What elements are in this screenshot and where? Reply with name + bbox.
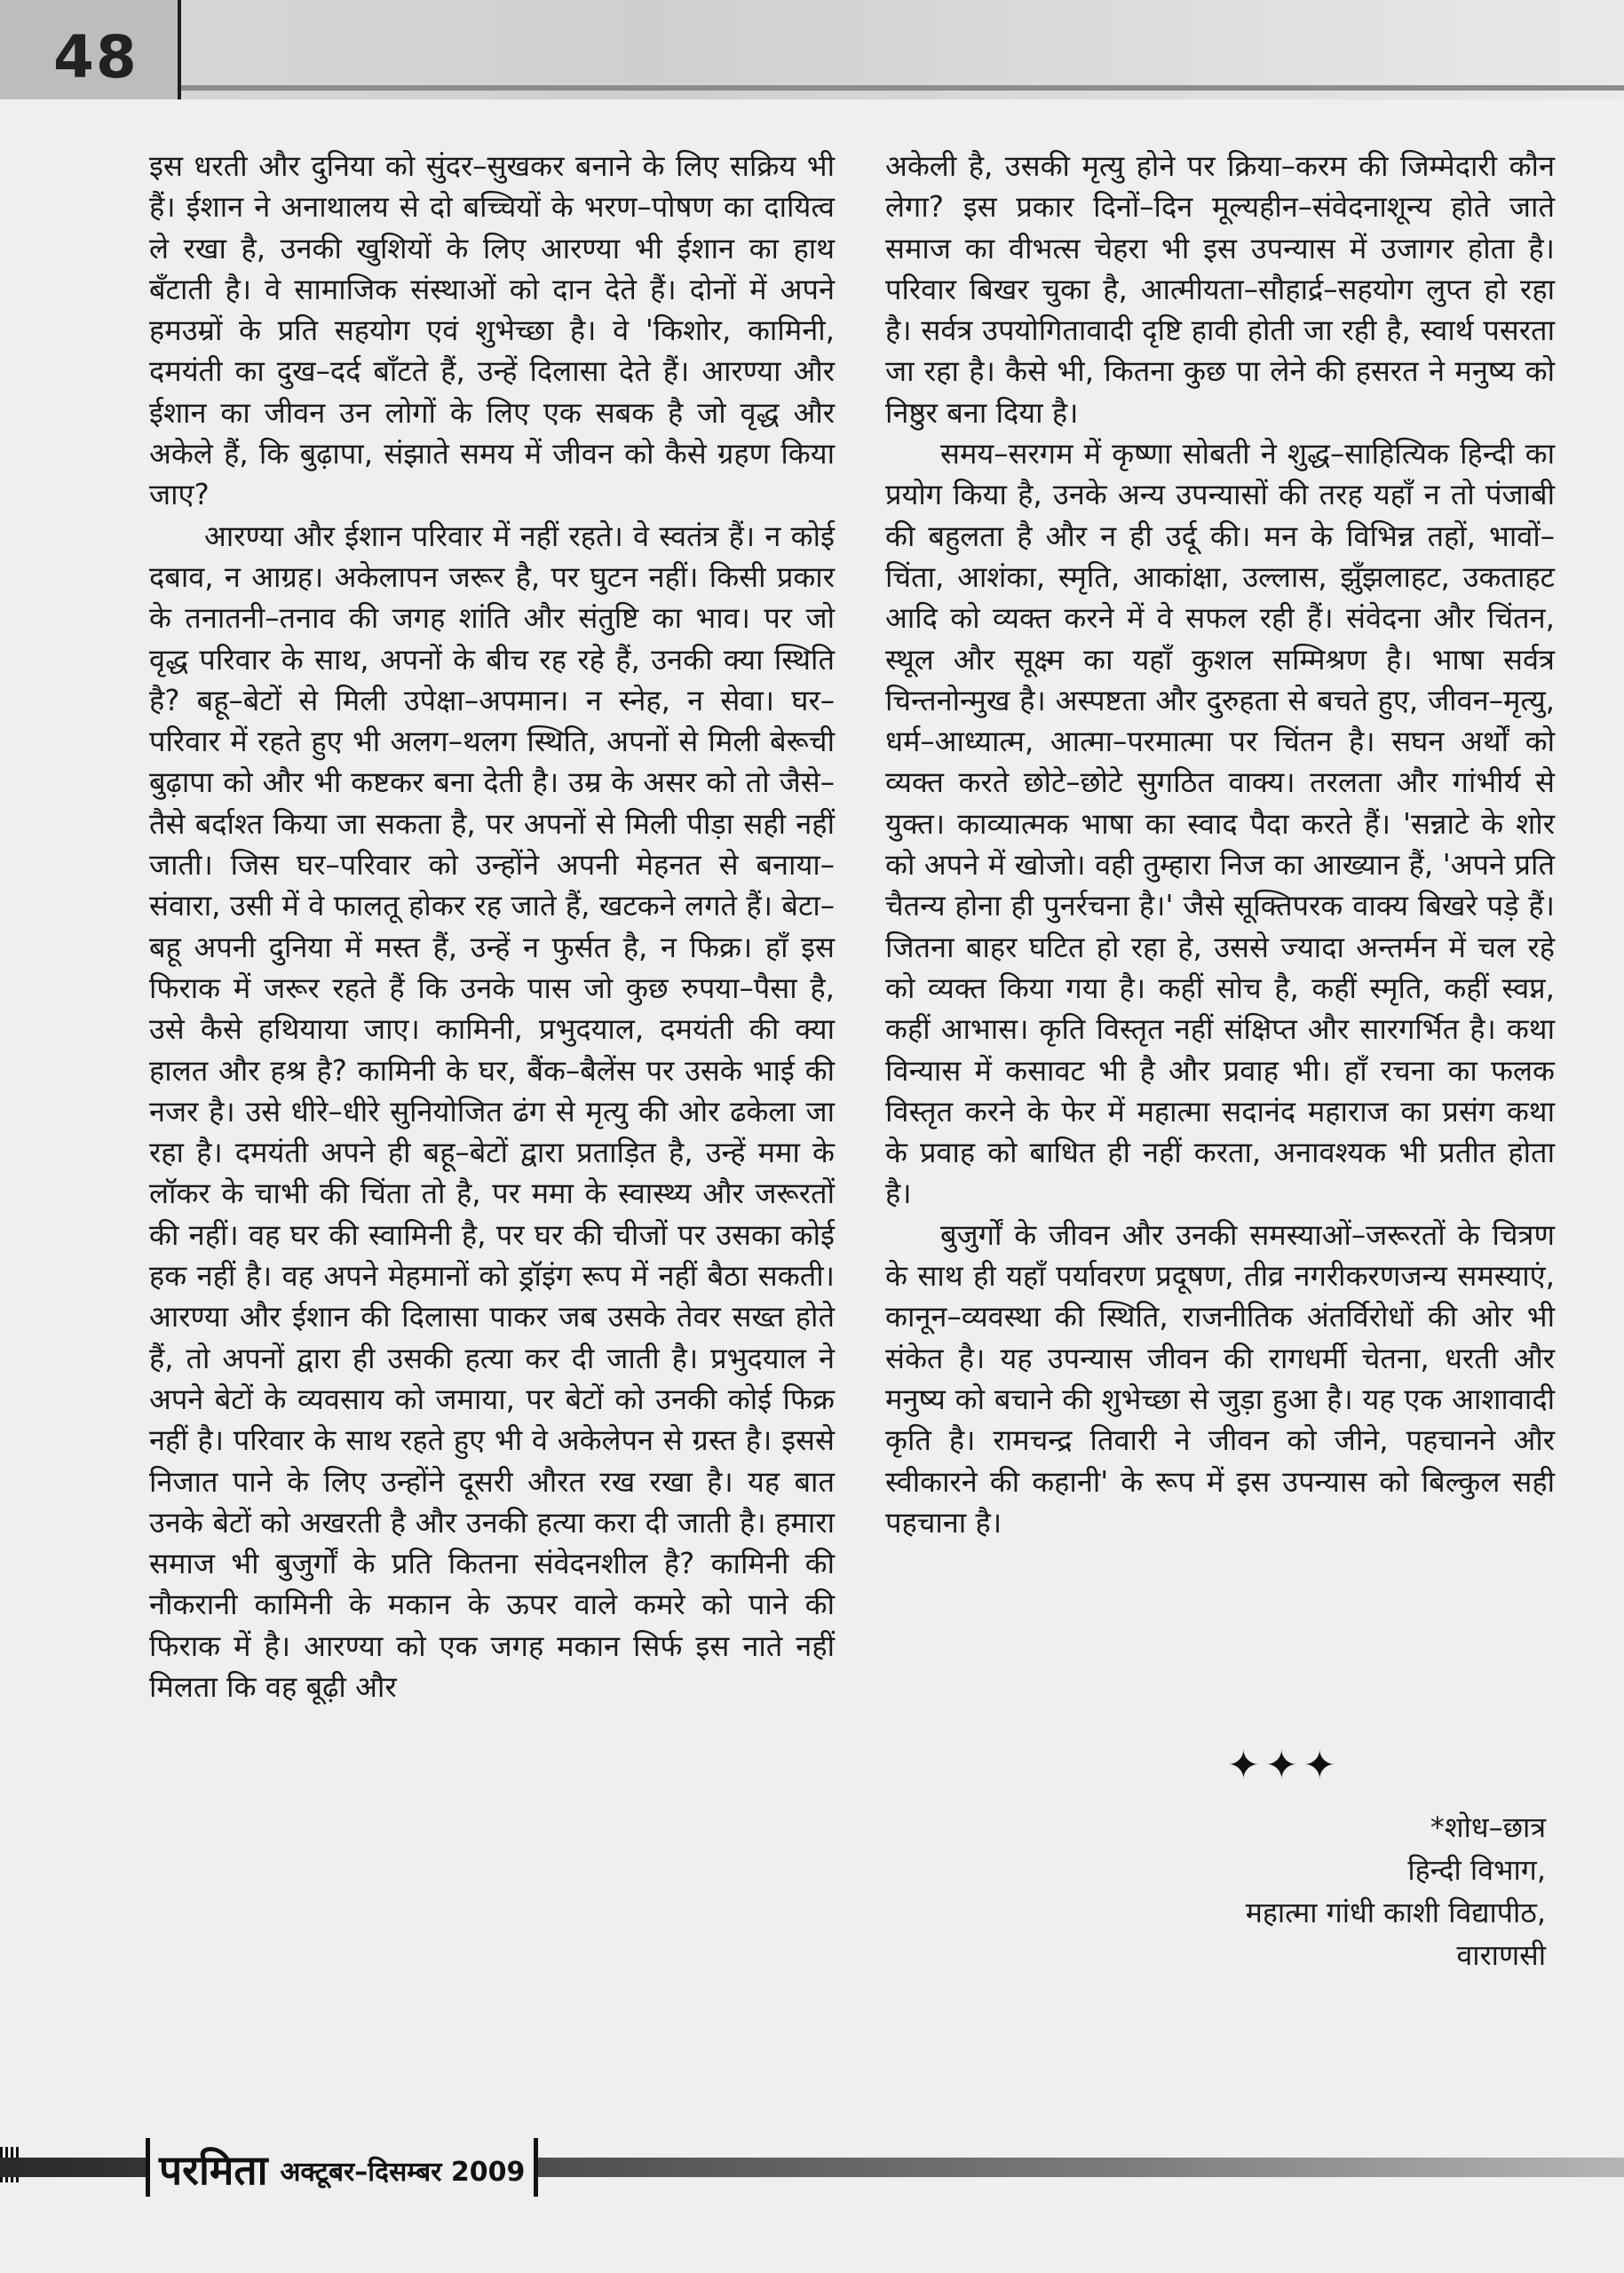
- right-column: [885, 146, 1555, 1543]
- left-column: [149, 146, 835, 1707]
- issue-date: अक्टूबर–दिसम्बर 2009: [280, 2157, 526, 2188]
- section-separator: ✦✦✦: [1227, 1743, 1342, 1788]
- author-department: हिन्दी विभाग,: [1407, 1853, 1546, 1887]
- author-university: महात्मा गांधी काशी विद्यापीठ,: [1245, 1896, 1546, 1929]
- header-rule: [181, 85, 1624, 91]
- author-role: *शोध–छात्र: [1430, 1810, 1546, 1844]
- paragraph: आरण्या और ईशान परिवार में नहीं रहते। वे स्वतंत्र हैं। न कोई दबाव, न आग्रह। अकेलापन जरूर है, पर घुटन नहीं। किसी प्रकार के तनातनी–तनाव की जगह शांति और संतुष्टि का भाव। पर जो वृद्ध परिवार के साथ, अपनों के बीच रह रहे हैं, उनकी क्या स्थिति है? बहू–बेटों से मिली उपेक्षा–अपमान। न स्नेह, न सेवा। घर–परिवार में रहते हुए भी अलग–थलग स्थिति, अपनों से मिली बेरूची बुढ़ापा को और भी कष्टकर बना देती है। उम्र के असर को तो जैसे–तैसे बर्दाश्त किया जा सकता है, पर अपनों से मिली पीड़ा सही नहीं जाती। जिस घर–परिवार को उन्होंने अपनी मेहनत से बनाया–संवारा, उसी में वे फालतू होकर रह जाते हैं, खटकने लगते हैं। बेटा–बहू अपनी दुनिया में मस्त हैं, उन्हें न फुर्सत है, न फिक्र। हाँ इस फिराक में जरूर रहते हैं कि उनके पास जो कुछ रुपया–पैसा है, उसे कैसे हथियाया जाए। कामिनी, प्रभुदयाल, दमयंती की क्या हालत और हश्र है? कामिनी के घर, बैंक–बैलेंस पर उसके भाई की नजर है। उसे धीरे–धीरे सुनियोजित ढंग से मृत्यु की ओर ढकेला जा रहा है। दमयंती अपने ही बहू–बेटों द्वारा प्रताड़ित है, उन्हें ममा के लॉकर के चाभी की चिंता तो है, पर ममा के स्वास्थ्य और जरूरतों की नहीं। वह घर की स्वामिनी है, पर घर की चीजों पर उसका कोई हक नहीं है। वह अपने मेहमानों को ड्रॉइंग रूप में नहीं बैठा सकती। आरण्या और ईशान की दिलासा पाकर जब उसके तेवर सख्त होते हैं, तो अपनों द्वारा ही उसकी हत्या कर दी जाती है। प्रभुदयाल ने अपने बेटों के व्यवसाय को जमाया, पर बेटों को उनकी कोई फिक्र नहीं है। परिवार के साथ रहते हुए भी वे अकेलेपन से ग्रस्त है। इससे निजात पाने के लिए उन्होंने दूसरी औरत रख रखा है। यह बात उनके बेटों को अखरती है और उनकी हत्या करा दी जाती है। हमारा समाज भी बुजुर्गों के प्रति कितना संवेदनशील है? कामिनी की नौकरानी कामिनी के मकान के ऊपर वाले कमरे को पाने की फिराक में है। आरण्या को एक जगह मकान सिर्फ इस नाते नहीं मिलता कि वह बूढ़ी और: [149, 519, 835, 1704]
- paragraph: बुजुर्गों के जीवन और उनकी समस्याओं–जरूरतों के चित्रण के साथ ही यहाँ पर्यावरण प्रदूषण, तीव्र नगरीकरणजन्य समस्याएं, कानून–व्यवस्था की स्थिति, राजनीतिक अंतर्विरोधों की ओर भी संकेत है। यह उपन्यास जीवन की रागधर्मी चेतना, धरती और मनुष्य को बचाने की शुभेच्छा से जुड़ा हुआ है। यह एक आशावादी कृति है। रामचन्द्र तिवारी ने जीवन को जीने, पहचानने और स्वीकारने की कहानी' के रूप में इस उपन्यास को बिल्कुल सही पहचाना है।: [885, 1217, 1555, 1540]
- paragraph: अकेली है, उसकी मृत्यु होने पर क्रिया–करम की जिम्मेदारी कौन लेगा? इस प्रकार दिनों–दिन मूल्यहीन–संवेदनाशून्य होते जाते समाज का वीभत्स चेहरा भी इस उपन्यास में उजागर होता है। परिवार बिखर चुका है, आत्मीयता–सौहार्द्र–सहयोग लुप्त हो रहा है। सर्वत्र उपयोगितावादी दृष्टि हावी होती जा रही है, स्वार्थ पसरता जा रहा है। कैसे भी, कितना कुछ पा लेने की हसरत ने मनुष्य को निष्ठुर बना दिया है।: [885, 149, 1555, 430]
- footer-label: [146, 2138, 538, 2197]
- page-number: 48: [53, 23, 139, 91]
- paragraph: इस धरती और दुनिया को सुंदर–सुखकर बनाने के लिए सक्रिय भी हैं। ईशान ने अनाथालय से दो बच्चियों के भरण–पोषण का दायित्व ले रखा है, उनकी खुशियों के लिए आरण्या भी ईशान का हाथ बँटाती है। वे सामाजिक संस्थाओं को दान देते हैं। दोनों में अपने हमउम्रों के प्रति सहयोग एवं शुभेच्छा है। वे 'किशोर, कामिनी, दमयंती का दुख–दर्द बाँटते हैं, उन्हें दिलासा देते हैं। आरण्या और ईशान का जीवन उन लोगों के लिए एक सबक है जो वृद्ध और अकेले हैं, कि बुढ़ापा, संझाते समय में जीवन को कैसे ग्रहण किया जाए?: [149, 149, 835, 512]
- magazine-title: परमिता: [159, 2146, 268, 2194]
- page-number-box: [0, 0, 181, 99]
- paragraph: समय–सरगम में कृष्णा सोबती ने शुद्ध–साहित्यिक हिन्दी का प्रयोग किया है, उनके अन्य उपन्यासों की तरह यहाँ न तो पंजाबी की बहुलता है और न ही उर्दू की। मन के विभिन्न तहों, भावों–चिंता, आशंका, स्मृति, आकांक्षा, उल्लास, झुँझलाहट, उकताहट आदि को व्यक्त करने में वे सफल रही हैं। संवेदना और चिंतन, स्थूल और सूक्ष्म का यहाँ कुशल सम्मिश्रण है। भाषा सर्वत्र चिन्तनोन्मुख है। अस्पष्टता और दुरुहता से बचते हुए, जीवन–मृत्यु, धर्म–आध्यात्म, आत्मा–परमात्मा पर चिंतन है। सघन अर्थों को व्यक्त करते छोटे–छोटे सुगठित वाक्य। तरलता और गांभीर्य से युक्त। काव्यात्मक भाषा का स्वाद पैदा करते हैं। 'सन्नाटे के शोर को अपने में खोजो। वही तुम्हारा निज का आख्यान हैं, 'अपने प्रति चैतन्य होना ही पुनर्रचना है।' जैसे सूक्तिपरक वाक्य बिखरे पड़े हैं। जितना बाहर घटित हो रहा हे, उससे ज्यादा अन्तर्मन में चल रहे को व्यक्त किया गया है। कहीं सोच है, कहीं स्मृति, कहीं स्वप्न, कहीं आभास। कृति विस्तृत नहीं संक्षिप्त और सारगर्भित है। कथा विन्यास में कसावट भी है और प्रवाह भी। हाँ रचना का फलक विस्तृत करने के फेर में महात्मा सदानंद महाराज का प्रसंग कथा के प्रवाह को बाधित ही नहीं करता, अनावश्यक भी प्रतीत होता है।: [885, 437, 1555, 1211]
- author-city: वाराणसी: [1456, 1938, 1546, 1972]
